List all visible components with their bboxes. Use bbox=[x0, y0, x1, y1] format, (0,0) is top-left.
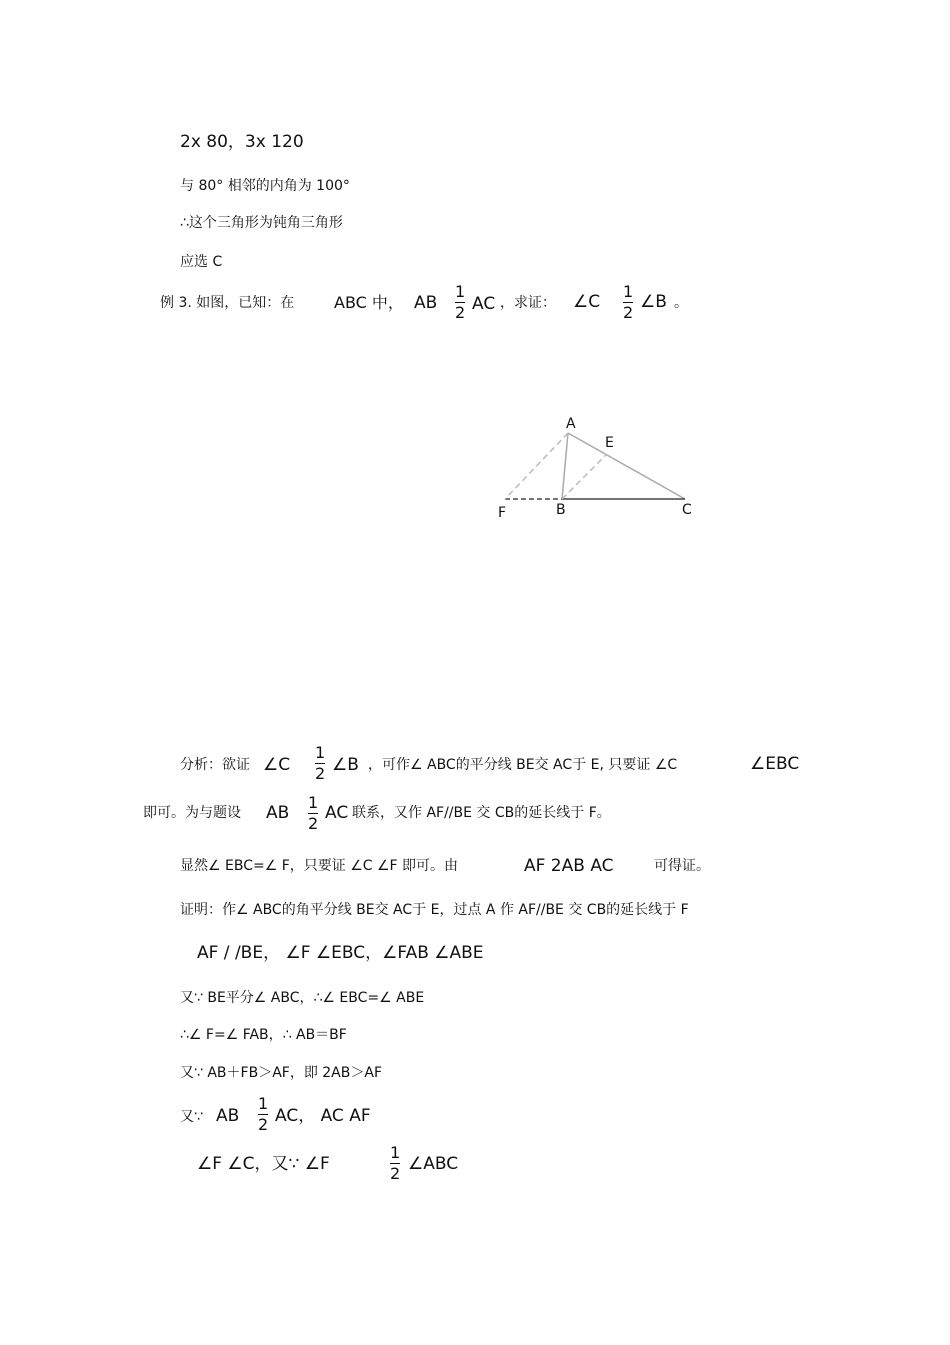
math-ab: AB bbox=[266, 803, 290, 823]
fraction-numerator: 1 bbox=[455, 282, 466, 301]
text-period: 。 bbox=[674, 295, 688, 311]
text-line: 与 80° 相邻的内角为 100° bbox=[180, 178, 350, 194]
math-ab: AB bbox=[216, 1106, 240, 1126]
proof-line: ∠F ∠C，又∵ ∠F bbox=[197, 1154, 330, 1174]
segment-ac bbox=[568, 433, 685, 499]
segment-be-dashed bbox=[562, 454, 607, 499]
proof-line: ∴∠ F=∠ FAB，∴ AB＝BF bbox=[180, 1027, 347, 1043]
example-prefix: 例 3. 如图，已知：在 bbox=[160, 295, 295, 311]
proof-line: 又∵ BE平分∠ ABC，∴∠ EBC=∠ ABE bbox=[180, 990, 425, 1006]
segment-ab bbox=[562, 433, 568, 499]
text-line: 应选 C bbox=[180, 254, 223, 270]
triangle-figure bbox=[490, 405, 710, 530]
label-a: A bbox=[566, 416, 576, 432]
math-expression: AF 2AB AC bbox=[524, 856, 614, 876]
analysis-text: 联系，又作 AF//BE 交 CB的延长线于 F。 bbox=[352, 805, 611, 821]
fraction-half bbox=[308, 795, 318, 832]
example-abc: ABC 中， bbox=[334, 293, 404, 312]
math-angle-b: ∠B bbox=[640, 292, 667, 312]
label-b: B bbox=[556, 502, 566, 518]
math-angle-c: ∠C bbox=[573, 292, 601, 312]
text-line: ∴这个三角形为钝角三角形 bbox=[180, 215, 343, 231]
fraction-half bbox=[258, 1096, 268, 1133]
proof-line: AC， AC AF bbox=[275, 1106, 371, 1126]
analysis-prefix: 分析：欲证 bbox=[180, 757, 250, 773]
fraction-half bbox=[623, 284, 633, 321]
proof-line: 又∵ AB＋FB＞AF，即 2AB＞AF bbox=[180, 1065, 382, 1081]
equation-line: 2x 80，3x 120 bbox=[180, 132, 304, 152]
math-angle-c: ∠C bbox=[263, 755, 291, 775]
fraction-denominator: 2 bbox=[623, 303, 634, 322]
math-ac: AC bbox=[472, 294, 496, 314]
math-ab: AB bbox=[414, 293, 438, 313]
fraction-denominator: 2 bbox=[455, 303, 466, 322]
proof-text: 又∵ bbox=[180, 1109, 203, 1125]
label-c: C bbox=[682, 502, 692, 518]
text-prove: ，求证： bbox=[500, 295, 556, 311]
analysis-text: 即可。为与题设 bbox=[143, 805, 241, 821]
analysis-text: 可得证。 bbox=[654, 858, 710, 874]
segment-af-dashed bbox=[505, 433, 568, 499]
fraction-denominator: 2 bbox=[315, 764, 326, 783]
fraction-numerator: 1 bbox=[258, 1094, 269, 1113]
label-f: F bbox=[498, 505, 507, 521]
math-angle-ebc: ∠EBC bbox=[750, 754, 800, 774]
fraction-numerator: 1 bbox=[390, 1143, 401, 1162]
fraction-half bbox=[315, 745, 325, 782]
fraction-denominator: 2 bbox=[258, 1115, 269, 1134]
label-e: E bbox=[605, 435, 614, 451]
fraction-denominator: 2 bbox=[308, 814, 319, 833]
math-ac: AC bbox=[325, 803, 349, 823]
fraction-half bbox=[455, 284, 465, 321]
fraction-numerator: 1 bbox=[623, 282, 634, 301]
math-angle-b: ∠B bbox=[332, 755, 359, 775]
analysis-text: 显然∠ EBC=∠ F，只要证 ∠C ∠F 即可。由 bbox=[180, 858, 459, 874]
fraction-numerator: 1 bbox=[308, 793, 319, 812]
proof-line: AF / /BE， ∠F ∠EBC，∠FAB ∠ABE bbox=[197, 943, 484, 963]
math-angle-abc: ∠ABC bbox=[408, 1154, 459, 1174]
analysis-text: ，可作∠ ABC的平分线 BE交 AC于 E, 只要证 ∠C bbox=[368, 757, 678, 773]
fraction-numerator: 1 bbox=[315, 743, 326, 762]
proof-line: 证明：作∠ ABC的角平分线 BE交 AC于 E，过点 A 作 AF//BE 交 CB的延长线于 F bbox=[180, 902, 689, 918]
fraction-half bbox=[390, 1145, 400, 1182]
fraction-denominator: 2 bbox=[390, 1164, 401, 1183]
